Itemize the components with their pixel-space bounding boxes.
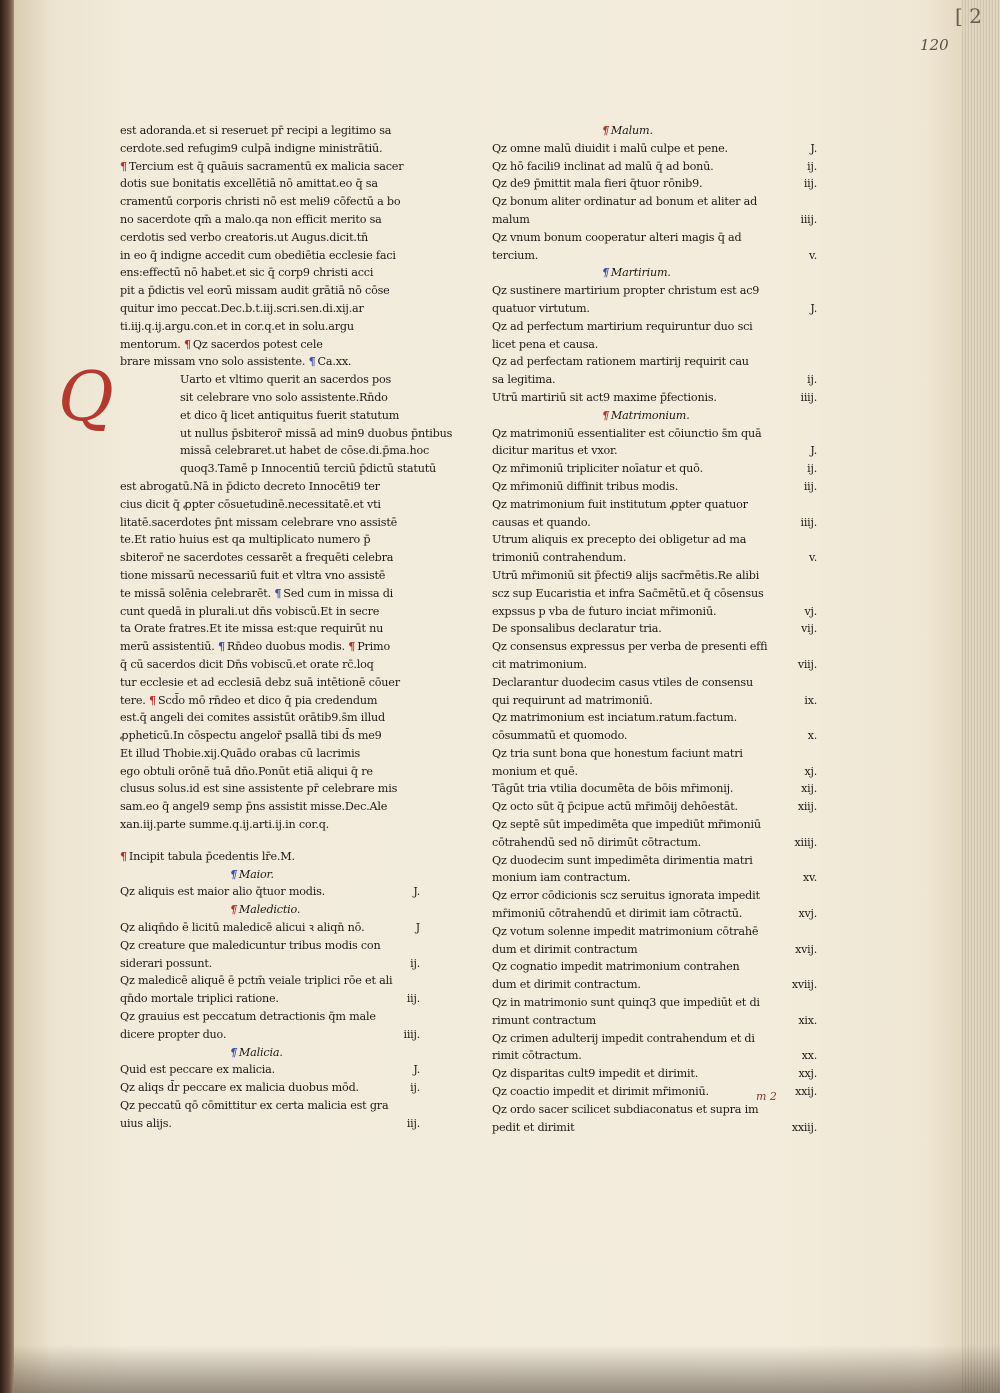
line-text: est abrogatū.Nā in p̄dicto decreto Innocēti9 ter [120, 479, 380, 493]
index-entry [492, 763, 817, 781]
line-text: Qz duodecim sunt impedimēta dirimentia matri [492, 853, 753, 867]
page-stack-edge [962, 0, 1000, 1393]
paragraph-mark-icon: ¶ [120, 848, 127, 863]
index-entry [492, 158, 817, 176]
line-text: clusus solus.id est sine assistente pr̄ celebrare mis [120, 782, 398, 796]
index-entry [492, 318, 817, 336]
line-text: Qz sacerdos potest cele [192, 337, 323, 351]
line-text: sit celebrare vno solo assistente.Rn̄do [180, 390, 388, 404]
line-text: te missā solēnia celebrarēt. [120, 586, 271, 600]
line-text: mr̄imoniū cōtrahendū et dirimit iam cōtractū. [492, 907, 743, 921]
line-text: Qz vnum bonum cooperatur alteri magis q̄ ad [492, 230, 742, 244]
line-text: monium et quē. [492, 764, 578, 778]
line-text: dum et dirimit contractum. [492, 978, 641, 992]
text-line [120, 460, 436, 478]
index-entry [492, 976, 817, 994]
line-text: siderari possunt. [120, 956, 213, 970]
chapter-number: xij. [801, 782, 817, 796]
chapter-number: xx. [801, 1049, 817, 1063]
line-text: Qz peccatū qō cōmittitur ex certa malicia est gra [120, 1099, 389, 1113]
chapter-number: ij. [807, 373, 817, 387]
chapter-number: xiiij. [794, 835, 817, 849]
chapter-number: J. [413, 885, 420, 899]
text-line [120, 229, 420, 247]
line-text: tere. [120, 693, 146, 707]
chapter-number: xj. [804, 764, 817, 778]
chapter-number: ij. [807, 159, 817, 173]
chapter-number: iij. [803, 177, 817, 191]
chapter-number: J. [413, 1063, 420, 1077]
index-entry [492, 923, 817, 941]
line-text: Declarantur duodecim casus vtiles de consensu [492, 675, 753, 689]
text-line [120, 300, 420, 318]
index-entry [492, 193, 817, 211]
line-text: sa legitima. [492, 373, 556, 387]
right-column [492, 122, 817, 1136]
text-line [120, 211, 420, 229]
paragraph-mark-icon: ¶ [602, 123, 609, 137]
index-entry [492, 460, 817, 478]
line-text: Matrimonium. [610, 408, 690, 422]
line-text: trimoniū contrahendum. [492, 551, 627, 565]
index-entry [492, 1030, 817, 1048]
line-text: Qz bonum aliter ordinatur ad bonum et aliter ad [492, 195, 758, 209]
index-entry [492, 585, 817, 603]
line-text: Qz crimen adulterij impedit contrahendum et di [492, 1031, 755, 1045]
index-entry [492, 905, 817, 923]
line-text: q̄ cū sacerdos dicit Dn̄s vobiscū.et orate rc̄.loq [120, 657, 374, 671]
line-text: missā celebraret.ut habet de cōse.di.p̄ma.hoc [180, 444, 430, 458]
chapter-number: xxiij. [791, 1120, 817, 1134]
corner-mark: [ 2 [955, 4, 982, 28]
line-text: dicere propter duo. [120, 1027, 227, 1041]
index-entry [492, 336, 817, 354]
text-line [120, 407, 420, 425]
line-text: in eo q̄ indigne accedit cum obediētia ecclesie faci [120, 248, 396, 262]
text-line [120, 158, 420, 176]
index-entry [120, 901, 420, 919]
line-text: quatuor virtutum. [492, 301, 590, 315]
line-text: Martirium. [610, 266, 671, 280]
text-line [120, 674, 420, 692]
line-text: Qz octo sūt q̄ p̄cipue actū mr̄imōij dehōestāt. [492, 800, 738, 814]
index-entry [492, 834, 817, 852]
line-text: Qz votum solenne impedit matrimonium cōtrahē [492, 924, 759, 938]
index-entry [492, 727, 817, 745]
text-line [120, 549, 420, 567]
line-text: dum et dirimit contractum [492, 942, 638, 956]
line-text: scz sup Eucaristia et infra Sac̄mētū.et q̄ cōsensus [492, 586, 764, 600]
paragraph-mark-icon: ¶ [230, 1044, 237, 1059]
index-entry [492, 692, 817, 710]
chapter-number: viij. [797, 657, 817, 671]
text-line [120, 371, 420, 389]
line-text: Sed cum in missa di [283, 586, 394, 600]
paragraph-mark-icon: ¶ [602, 407, 609, 422]
line-text: sam.eo q̄ angel9 semp p̄ns assistit misse.Dec.Ale [120, 800, 388, 814]
chapter-number: vj. [804, 604, 817, 618]
text-line [120, 798, 420, 816]
index-entry [492, 620, 817, 638]
line-text: litatē.sacerdotes p̄nt missam celebrare vno assistē [120, 515, 398, 529]
line-text: Qz cognatio impedit matrimonium contrahen [492, 960, 740, 974]
index-entry [492, 709, 817, 727]
line-text: Quid est peccare ex malicia. [120, 1063, 275, 1077]
line-text: ens:effectū nō habet.et sic q̄ corp9 christi acci [120, 266, 374, 280]
line-text: Incipit tabula p̄cedentis lr̄e.M. [128, 849, 295, 863]
index-entry [120, 866, 420, 884]
text-line [120, 816, 420, 834]
line-text: Qz consensus expressus per verba de presenti effi [492, 640, 768, 654]
line-text: Scd̄o mō rn̄deo et dico q̄ pia credendum [157, 693, 378, 707]
line-text: xan.iij.parte summe.q.ij.arti.ij.in cor.q. [120, 818, 330, 832]
paragraph-mark-icon: ¶ [183, 336, 191, 351]
index-entry [492, 140, 817, 158]
paragraph-mark-icon: ¶ [348, 639, 356, 654]
index-entry [492, 1119, 817, 1137]
index-entry [492, 852, 817, 870]
line-text: Uarto et vltimo querit an sacerdos pos [180, 373, 392, 387]
index-entry [492, 1101, 817, 1119]
text-line [120, 247, 420, 265]
text-line [120, 780, 420, 798]
index-entry [492, 264, 817, 282]
chapter-number: xxj. [798, 1067, 817, 1081]
line-text: Malum. [610, 124, 653, 137]
line-text: ego obtuli orōnē tuā dn̄o.Ponūt etiā aliqui q̄ re [120, 764, 373, 778]
chapter-number: v. [808, 551, 817, 565]
line-text: dotis sue bonitatis excellētiā nō amittat.eo q̄ sa [120, 177, 378, 191]
line-text: pit a p̄dictis vel eorū missam audit grātiā nō cōse [120, 284, 390, 298]
line-text: no sacerdote qm̄ a malo.qa non efficit merito sa [120, 212, 382, 226]
decorated-initial: Q [58, 358, 114, 437]
index-entry [120, 990, 420, 1008]
line-text: Qz septē sūt impedimēta que impediūt mr̄imoniū [492, 818, 761, 832]
text-line [120, 567, 420, 585]
line-text: brare missam vno solo assistente. [120, 355, 306, 369]
chapter-number: xviij. [791, 978, 817, 992]
index-entry [492, 211, 817, 229]
index-entry [120, 1097, 420, 1115]
chapter-number: iij. [406, 1116, 420, 1130]
index-entry [120, 1008, 420, 1026]
line-text: ta Orate fratres.Et ite missa est:que requirūt nu [120, 622, 384, 636]
line-text: Qz maledicē aliquē ē pctm̄ veiale triplici rōe et ali [120, 974, 393, 988]
text-line [120, 336, 420, 354]
line-text: Qz aliqn̄do ē licitū maledicē alicui ꝛ aliqn̄ nō. [120, 921, 365, 935]
index-entry [492, 798, 817, 816]
line-text: Utrū martiriū sit act9 maxime p̄fectionis. [492, 390, 717, 404]
index-entry [492, 567, 817, 585]
line-text: Qz matrimonium est inciatum.ratum.factum. [492, 711, 738, 725]
line-text: est adoranda.et si reseruet pr̄ recipi a legitimo sa [120, 124, 392, 137]
line-text: cerdotis sed verbo creatoris.ut Augus.dicit.tn̄ [120, 230, 369, 244]
line-text: Qz ordo sacer scilicet subdiaconatus et supra im [492, 1102, 759, 1116]
line-text: Maior. [238, 867, 274, 881]
index-entry [492, 282, 817, 300]
index-entry [492, 941, 817, 959]
chapter-number: ij. [807, 462, 817, 476]
text-line [120, 727, 420, 745]
line-text: expssus p vba de futuro inciat mr̄imoniū. [492, 604, 717, 618]
text-line [120, 514, 420, 532]
line-text: Ca.xx. [317, 355, 352, 369]
index-entry [492, 869, 817, 887]
chapter-number: iij. [406, 992, 420, 1006]
line-text: Qz error cōdicionis scz seruitus ignorata impedit [492, 889, 760, 903]
index-entry [492, 407, 817, 425]
text-line [120, 745, 420, 763]
paragraph-mark-icon: ¶ [308, 354, 316, 369]
chapter-number: J. [810, 141, 817, 155]
chapter-number: xix. [798, 1013, 817, 1027]
line-text: cit matrimonium. [492, 657, 587, 671]
chapter-number: ij. [410, 1081, 420, 1095]
line-text: dicitur maritus et vxor. [492, 444, 618, 458]
index-entry [492, 603, 817, 621]
line-text: sbiteror̄ ne sacerdotes cessarēt a frequēti celebra [120, 551, 394, 565]
line-text: Qz grauius est peccatum detractionis q̄m male [120, 1010, 376, 1024]
paragraph-mark-icon: ¶ [230, 866, 237, 881]
text-line [120, 478, 420, 496]
index-entry [492, 994, 817, 1012]
index-entry [492, 816, 817, 834]
line-text: Qz creature que maledicuntur tribus modis con [120, 938, 381, 952]
line-text: Et illud Thobie.xij.Quādo orabas cū lacrimis [120, 746, 361, 760]
line-text: mentorum. [120, 337, 181, 351]
index-entry [492, 780, 817, 798]
line-text: Qz ad perfectum martirium requiruntur duo sci [492, 319, 753, 333]
chapter-number: x. [807, 729, 817, 743]
line-text: Qz matrimoniū essentialiter est cōiunctio s̄m quā [492, 426, 762, 440]
chapter-number: xiij. [797, 800, 817, 814]
line-text: Qz aliquis est maior alio q̄tuor modis. [120, 885, 326, 899]
paragraph-mark-icon: ¶ [230, 902, 237, 917]
text-line [120, 140, 420, 158]
index-entry [120, 937, 420, 955]
line-text: Qz mr̄imoniū diffinit tribus modis. [492, 479, 679, 493]
line-text: Utrum aliquis ex precepto dei obligetur ad ma [492, 533, 747, 547]
paragraph-mark-icon: ¶ [217, 639, 225, 654]
index-entry [120, 972, 420, 990]
line-text: Qz tria sunt bona que honestum faciunt matri [492, 746, 743, 760]
chapter-number: ix. [804, 693, 817, 707]
line-text: cōtrahendū sed nō dirimūt cōtractum. [492, 835, 702, 849]
index-entry [492, 1047, 817, 1065]
index-entry [492, 638, 817, 656]
folio-number: 120 [920, 36, 949, 54]
text-line [120, 425, 453, 443]
text-line [120, 763, 420, 781]
text-line [120, 318, 420, 336]
line-text: Qz disparitas cult9 impedit et dirimit. [492, 1067, 699, 1081]
line-text: tur ecclesie et ad ecclesiā debz suā intētionē cōuer [120, 675, 400, 689]
index-entry [492, 1012, 817, 1030]
index-entry [492, 425, 817, 443]
chapter-number: ij. [410, 956, 420, 970]
chapter-number: iiij. [800, 212, 817, 226]
chapter-number: xvij. [795, 942, 817, 956]
text-line [120, 638, 420, 656]
line-text: Qz aliqs d̄r peccare ex malicia duobus mōd. [120, 1081, 359, 1095]
text-line [120, 620, 420, 638]
line-text: qui requirunt ad matrimoniū. [492, 693, 653, 707]
line-text: et dico q̄ licet antiquitus fuerit statutum [180, 408, 400, 422]
index-entry [492, 549, 817, 567]
line-text: ꝓpheticū.In cōspectu angelor̄ psallā tibi d̄s me9 [120, 729, 382, 743]
text-line [120, 531, 420, 549]
index-entry [492, 531, 817, 549]
index-entry [120, 919, 420, 937]
line-text: Maledictio. [238, 903, 301, 917]
line-text: Qz ad perfectam rationem martirij requirit cau [492, 355, 749, 369]
line-text: Tāgūt tria vtilia documēta de bōis mr̄imonij. [492, 782, 734, 796]
line-text: quoq3.Tamē p Innocentiū terciū p̄dictū statutū [180, 462, 436, 476]
index-entry [492, 371, 817, 389]
bottom-shadow [14, 1345, 1000, 1393]
line-text: uius alijs. [120, 1116, 172, 1130]
chapter-number: xv. [802, 871, 817, 885]
index-entry [492, 175, 817, 193]
line-text: Qz de9 p̄mittit mala fieri q̄tuor rōnib9. [492, 177, 703, 191]
chapter-number: J. [810, 444, 817, 458]
chapter-number: xvj. [798, 907, 817, 921]
line-text: quitur imo peccat.Dec.b.t.iij.scri.sen.di.xij.ar [120, 301, 364, 315]
index-entry [492, 514, 817, 532]
text-line [120, 496, 420, 514]
text-line [120, 175, 420, 193]
paragraph-mark-icon: ¶ [120, 158, 127, 173]
index-entry [120, 1061, 420, 1079]
line-text: cius dicit q̄ ꝓpter cōsuetudinē.necessitatē.et vti [120, 497, 381, 511]
line-text: rimunt contractum [492, 1013, 596, 1027]
line-text: pedit et dirimit [492, 1120, 575, 1134]
chapter-number: v. [808, 248, 817, 262]
line-text: tione missarū necessariū fuit et vltra vno assistē [120, 568, 386, 582]
line-text: Qz in matrimonio sunt quinq3 que impediūt et di [492, 996, 760, 1010]
index-entry [492, 229, 817, 247]
text-line [120, 692, 420, 710]
line-text: malum [492, 212, 530, 226]
line-text: te.Et ratio huius est qa multiplicato numero p̄ [120, 533, 371, 547]
index-entry [492, 389, 817, 407]
line-text: monium iam contractum. [492, 871, 631, 885]
line-text: Utrū mr̄imoniū sit p̄fecti9 alijs sacr̄mētis.Re alibi [492, 568, 760, 582]
index-entry [492, 478, 817, 496]
text-line [120, 656, 420, 674]
line-text: merū assistentiū. [120, 640, 215, 654]
line-text: cerdote.sed refugim9 culpā indigne ministrātiū. [120, 141, 383, 155]
index-entry [492, 1065, 817, 1083]
line-text: Qz sustinere martirium propter christum est ac9 [492, 284, 760, 298]
index-entry [492, 247, 817, 265]
index-entry [492, 442, 817, 460]
index-entry [492, 353, 817, 371]
chapter-number: vij. [801, 622, 817, 636]
index-entry [120, 1044, 420, 1062]
index-entry [492, 656, 817, 674]
text-line [120, 282, 420, 300]
index-entry [492, 887, 817, 905]
line-text: causas et quando. [492, 515, 591, 529]
chapter-number: iij. [803, 479, 817, 493]
line-text: Malicia. [238, 1045, 283, 1059]
line-text: cramentū corporis christi nō est meli9 cōfectū a bo [120, 195, 401, 209]
index-entry [120, 1026, 420, 1044]
paragraph-mark-icon: ¶ [602, 265, 609, 280]
line-text: Qz hō facili9 inclinat ad malū q̄ ad bonū. [492, 159, 714, 173]
line-text: cunt quedā in plurali.ut dn̄s vobiscū.Et in secre [120, 604, 380, 618]
line-text: ti.iij.q.ij.argu.con.et in cor.q.et in solu.argu [120, 319, 354, 333]
line-text: Qz coactio impedit et dirimit mr̄imoniū. [492, 1085, 709, 1099]
chapter-number: xxij. [795, 1085, 817, 1099]
index-entry [120, 848, 420, 866]
line-text: ut nullus p̄sbiteror̄ missā ad min9 duobus p̄ntibus [180, 426, 453, 440]
line-text: Qz matrimonium fuit institutum ꝓpter quatuor [492, 497, 748, 511]
line-text: Rn̄deo duobus modis. [226, 640, 345, 654]
text-line [120, 122, 420, 140]
text-line [120, 442, 430, 460]
index-entry [492, 745, 817, 763]
paragraph-mark-icon: ¶ [274, 585, 282, 600]
text-line [120, 389, 420, 407]
text-line [120, 603, 420, 621]
text-line [120, 193, 420, 211]
line-text: Tercium est q̄ quāuis sacramentū ex malicia sacer [128, 159, 404, 173]
line-text: tercium. [492, 248, 539, 262]
index-entry [492, 496, 817, 514]
text-line [120, 709, 420, 727]
index-entry [120, 1115, 420, 1133]
line-text: rimit cōtractum. [492, 1049, 582, 1063]
chapter-number: iiij. [800, 515, 817, 529]
index-entry [492, 674, 817, 692]
chapter-number: J [415, 921, 420, 935]
index-entry [120, 955, 420, 973]
paragraph-mark-icon: ¶ [149, 692, 156, 707]
chapter-number: iiij. [800, 390, 817, 404]
line-text: Qz mr̄imoniū tripliciter noīatur et quō. [492, 462, 703, 476]
line-text: De sponsalibus declaratur tria. [492, 622, 662, 636]
line-text: Primo [357, 640, 391, 654]
text-line [120, 353, 420, 371]
index-entry [492, 122, 817, 140]
text-line [120, 264, 420, 282]
text-line [120, 585, 420, 603]
line-text: est.q̄ angeli dei comites assistūt orātib9.s̄m illud [120, 711, 385, 725]
chapter-number: J. [810, 301, 817, 315]
index-entry [120, 883, 420, 901]
line-text: licet pena et causa. [492, 337, 599, 351]
line-text: cōsummatū et quomodo. [492, 729, 628, 743]
section-gap [120, 834, 420, 848]
signature-mark: m 2 [756, 1090, 777, 1103]
chapter-number: iiij. [403, 1027, 420, 1041]
left-column [120, 122, 453, 1133]
index-entry [492, 958, 817, 976]
line-text: qn̄do mortale triplici ratione. [120, 992, 279, 1006]
index-entry [492, 300, 817, 318]
index-entry [120, 1079, 420, 1097]
line-text: Qz omne malū diuidit i malū culpe et pene. [492, 141, 728, 155]
